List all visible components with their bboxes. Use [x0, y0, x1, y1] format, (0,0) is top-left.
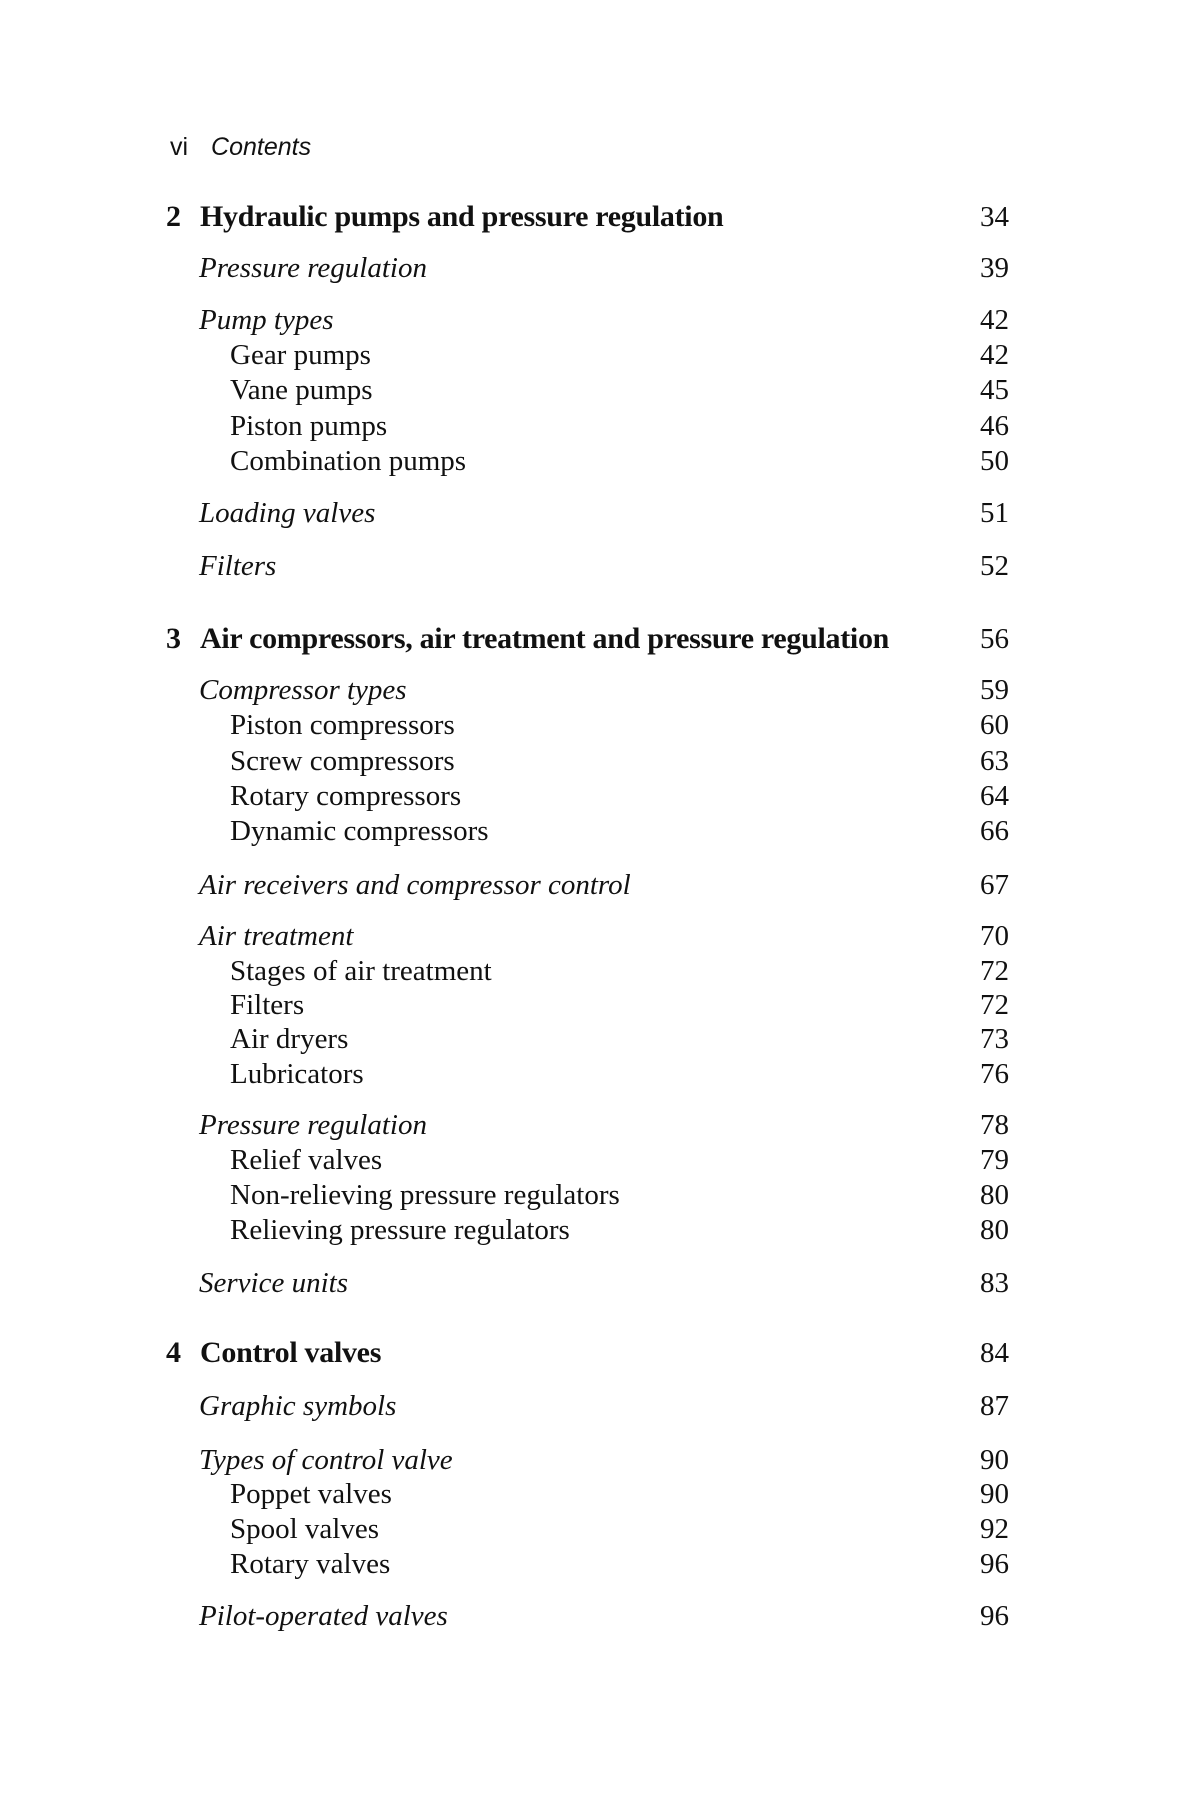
toc-subsection-entry: [0, 372, 1184, 408]
page-number: 87: [980, 1390, 1009, 1422]
page-number: 80: [980, 1214, 1009, 1246]
entry-title: Dynamic compressors: [230, 815, 489, 847]
toc-section-entry: [0, 867, 1184, 903]
chapter-number: 2: [166, 200, 181, 233]
page-number: 66: [980, 815, 1009, 847]
toc-section-entry: [0, 672, 1184, 708]
entry-title: Pump types: [199, 304, 334, 336]
page-number: 42: [980, 339, 1009, 371]
toc-section-entry: [0, 1442, 1184, 1478]
page-number: 70: [980, 920, 1009, 952]
entry-title: Filters: [230, 989, 305, 1021]
page-number: 45: [980, 374, 1009, 406]
chapter-number: 3: [166, 622, 181, 655]
toc-subsection-entry: [0, 1177, 1184, 1213]
toc-section-entry: [0, 302, 1184, 338]
entry-title: Graphic symbols: [199, 1390, 397, 1422]
page-number: 42: [980, 304, 1009, 336]
running-head-title: Contents: [211, 133, 312, 161]
toc-subsection-entry: [0, 1142, 1184, 1178]
page-number: 76: [980, 1058, 1009, 1090]
page-number: 78: [980, 1109, 1009, 1141]
entry-title: Piston pumps: [230, 410, 388, 442]
toc-section-entry: [0, 1265, 1184, 1301]
chapter-number: 4: [166, 1336, 181, 1369]
page-number: 92: [980, 1513, 1009, 1545]
entry-title: Control valves: [200, 1336, 382, 1369]
entry-title: Loading valves: [199, 497, 376, 529]
toc-section-entry: [0, 1388, 1184, 1424]
entry-title: Air compressors, air treatment and pressure regulation: [200, 622, 890, 655]
toc-chapter-entry: [0, 621, 1184, 657]
toc-section-entry: [0, 1107, 1184, 1143]
page-number: 59: [980, 674, 1009, 706]
toc-subsection-entry: [0, 1056, 1184, 1092]
toc-section-entry: [0, 1598, 1184, 1634]
toc-section-entry: [0, 918, 1184, 954]
page-number: 52: [980, 550, 1009, 582]
page-number: 50: [980, 445, 1009, 477]
page-number: 72: [980, 955, 1009, 987]
entry-title: Relief valves: [230, 1144, 383, 1176]
toc-section-entry: [0, 495, 1184, 531]
entry-title: Vane pumps: [230, 374, 373, 406]
toc-subsection-entry: [0, 987, 1184, 1023]
entry-title: Gear pumps: [230, 339, 371, 371]
entry-title: Non-relieving pressure regulators: [230, 1179, 620, 1211]
toc-subsection-entry: [0, 1476, 1184, 1512]
entry-title: Rotary compressors: [230, 780, 462, 812]
page-number: 39: [980, 252, 1009, 284]
entry-title: Combination pumps: [230, 445, 467, 477]
toc-subsection-entry: [0, 443, 1184, 479]
page-number: 56: [980, 623, 1009, 655]
entry-title: Service units: [199, 1267, 348, 1299]
toc-subsection-entry: [0, 408, 1184, 444]
toc-section-entry: [0, 548, 1184, 584]
page-number: 72: [980, 989, 1009, 1021]
toc-subsection-entry: [0, 1546, 1184, 1582]
entry-title: Pressure regulation: [199, 1109, 427, 1141]
toc-subsection-entry: [0, 337, 1184, 373]
page-number: 96: [980, 1600, 1009, 1632]
toc-chapter-entry: [0, 1335, 1184, 1371]
running-head: [170, 131, 311, 163]
entry-title: Poppet valves: [230, 1478, 392, 1510]
entry-title: Hydraulic pumps and pressure regulation: [200, 200, 724, 233]
entry-title: Lubricators: [230, 1058, 364, 1090]
toc-chapter-entry: [0, 199, 1184, 235]
page-number: 73: [980, 1023, 1009, 1055]
entry-title: Compressor types: [199, 674, 407, 706]
entry-title: Air receivers and compressor control: [199, 869, 631, 901]
page-number: 90: [980, 1478, 1009, 1510]
toc-subsection-entry: [0, 743, 1184, 779]
page-number: 46: [980, 410, 1009, 442]
entry-title: Pressure regulation: [199, 252, 427, 284]
page-number: 64: [980, 780, 1009, 812]
entry-title: Air dryers: [230, 1023, 349, 1055]
page-number: 63: [980, 745, 1009, 777]
page-number: 83: [980, 1267, 1009, 1299]
entry-title: Types of control valve: [199, 1444, 453, 1476]
entry-title: Air treatment: [199, 920, 354, 952]
toc-subsection-entry: [0, 1212, 1184, 1248]
toc-subsection-entry: [0, 707, 1184, 743]
entry-title: Pilot-operated valves: [199, 1600, 448, 1632]
page-number: 51: [980, 497, 1009, 529]
toc-subsection-entry: [0, 813, 1184, 849]
entry-title: Stages of air treatment: [230, 955, 492, 987]
page-number: 34: [980, 201, 1009, 233]
entry-title: Relieving pressure regulators: [230, 1214, 570, 1246]
entry-title: Screw compressors: [230, 745, 455, 777]
toc-section-entry: [0, 250, 1184, 286]
page-number: 90: [980, 1444, 1009, 1476]
entry-title: Filters: [199, 550, 277, 582]
page-number: 80: [980, 1179, 1009, 1211]
toc-subsection-entry: [0, 1021, 1184, 1057]
page-number: 79: [980, 1144, 1009, 1176]
page-number: 67: [980, 869, 1009, 901]
toc-subsection-entry: [0, 953, 1184, 989]
entry-title: Spool valves: [230, 1513, 380, 1545]
page-number: 96: [980, 1548, 1009, 1580]
page-folio: vi: [170, 133, 189, 161]
page-number: 84: [980, 1337, 1009, 1369]
entry-title: Rotary valves: [230, 1548, 391, 1580]
toc-subsection-entry: [0, 778, 1184, 814]
page-number: 60: [980, 709, 1009, 741]
toc-subsection-entry: [0, 1511, 1184, 1547]
entry-title: Piston compressors: [230, 709, 455, 741]
